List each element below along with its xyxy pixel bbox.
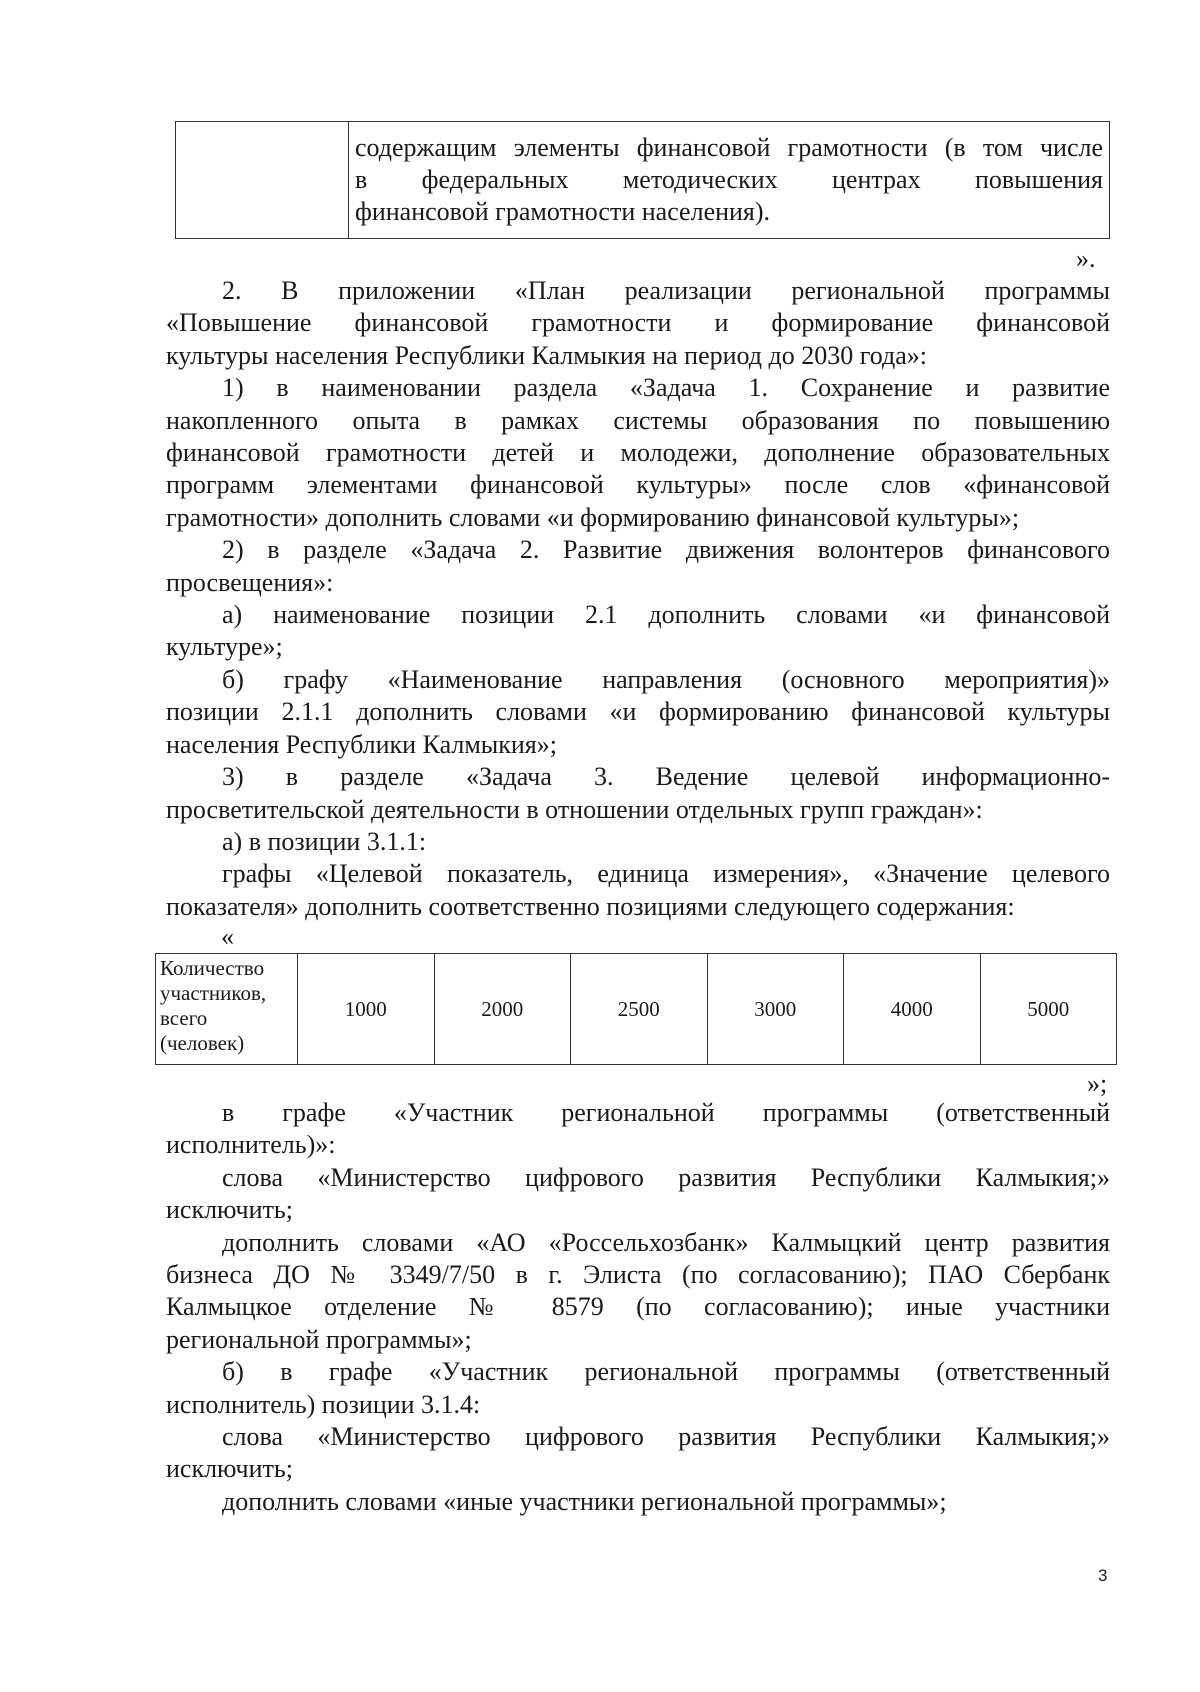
text-line: дополнить словами «АО «Россельхозбанк» Калмыцкий центр развития [222,1227,1110,1257]
table-cell-empty [176,122,349,239]
label-line: участников, [160,981,267,1005]
text-line: исполнитель)»: [166,1130,336,1160]
text-line: региональной программы»; [166,1324,472,1354]
table-cell-label [156,954,298,1065]
paragraph [166,372,1110,534]
table-cell-value: 2000 [434,954,571,1065]
text-line: финансовой грамотности детей и молодежи, дополнение образовательных [166,438,1110,468]
opening-quote: « [221,922,234,951]
paragraph [166,826,1110,858]
text-line: а) в позиции 3.1.1: [222,826,427,856]
paragraph [166,1356,1110,1421]
paragraph [166,761,1110,826]
text-line: 3) в разделе «Задача 3. Ведение целевой информационно- [222,762,1110,792]
body-text-section-2 [166,1097,1110,1518]
table-cell-value: 1000 [298,954,435,1065]
text-line: Калмыцкое отделение № 8579 (по согласованию); иные участники [166,1292,1110,1322]
text-line: б) в графе «Участник региональной программы (ответственный [222,1357,1110,1387]
paragraph [166,1227,1110,1357]
text-line: в графе «Участник региональной программы (ответственный [222,1098,1110,1127]
paragraph [166,664,1110,761]
text-line: показателя» дополнить соответственно позициями следующего содержания: [166,891,1015,921]
label-line: всего [160,1006,208,1030]
paragraph [166,275,1110,372]
table-cell-value: 4000 [844,954,981,1065]
paragraph [166,1097,1110,1162]
continued-table [175,121,1110,239]
text-line: бизнеса ДО № 3349/7/50 в г. Элиста (по согласованию); ПАО Сбербанк [166,1260,1110,1290]
paragraph [166,1486,1110,1518]
table-cell-line: содержащим элементы финансовой грамотности (в том числе [355,133,1103,162]
text-line: позиции 2.1.1 дополнить словами «и формированию финансовой культуры [166,697,1110,727]
text-line: культуры населения Республики Калмыкия на период до 2030 года»: [166,340,927,370]
text-line: б) графу «Наименование направления (основного мероприятия)» [222,664,1110,694]
label-line: (человек) [160,1031,245,1055]
table-cell-value: 3000 [707,954,844,1065]
paragraph [166,599,1110,664]
values-table [155,953,1117,1065]
table-cell-line: финансовой грамотности населения). [355,197,771,226]
closing-quote: ». [1076,244,1096,273]
text-line: просветительской деятельности в отношении отдельных групп граждан»: [166,794,983,824]
text-line: 2) в разделе «Задача 2. Развитие движения волонтеров финансового [222,535,1110,565]
text-line: населения Республики Калмыкия»; [166,729,557,759]
text-line: слова «Министерство цифрового развития Республики Калмыкия;» [222,1162,1110,1192]
text-line: графы «Целевой показатель, единица измерения», «Значение целевого [222,859,1110,889]
text-line: слова «Министерство цифрового развития Республики Калмыкия;» [222,1422,1110,1452]
paragraph [166,1421,1110,1486]
paragraph [166,534,1110,599]
text-line: «Повышение финансовой грамотности и формирование финансовой [166,308,1110,338]
table-cell-text [349,122,1110,239]
closing-quote: »; [1087,1069,1108,1098]
text-line: 2. В приложении «План реализации региональной программы [222,276,1110,305]
page-number: 3 [1098,1566,1108,1585]
label-line: Количество [160,956,265,980]
text-line: дополнить словами «иные участники региональной программы»; [222,1486,947,1516]
body-text-section-1 [166,275,1110,923]
paragraph [166,1162,1110,1227]
table-cell-value: 5000 [980,954,1117,1065]
table-cell-line: в федеральных методических центрах повышения [355,165,1103,194]
table-row [176,122,1110,239]
table-row [156,954,1117,1065]
text-line: культуре»; [166,632,283,662]
table-cell-value: 2500 [571,954,708,1065]
text-line: а) наименование позиции 2.1 дополнить словами «и финансовой [222,600,1110,630]
text-line: 1) в наименовании раздела «Задача 1. Сохранение и развитие [222,373,1110,403]
text-line: программ элементами финансовой культуры» после слов «финансовой [166,470,1110,500]
text-line: исполнитель) позиции 3.1.4: [166,1389,481,1419]
text-line: грамотности» дополнить словами «и формированию финансовой культуры»; [166,502,1020,532]
text-line: исключить; [166,1195,293,1225]
text-line: просвещения»: [166,567,334,597]
paragraph [166,858,1110,923]
text-line: накопленного опыта в рамках системы образования по повышению [166,405,1110,435]
text-line: исключить; [166,1454,293,1484]
